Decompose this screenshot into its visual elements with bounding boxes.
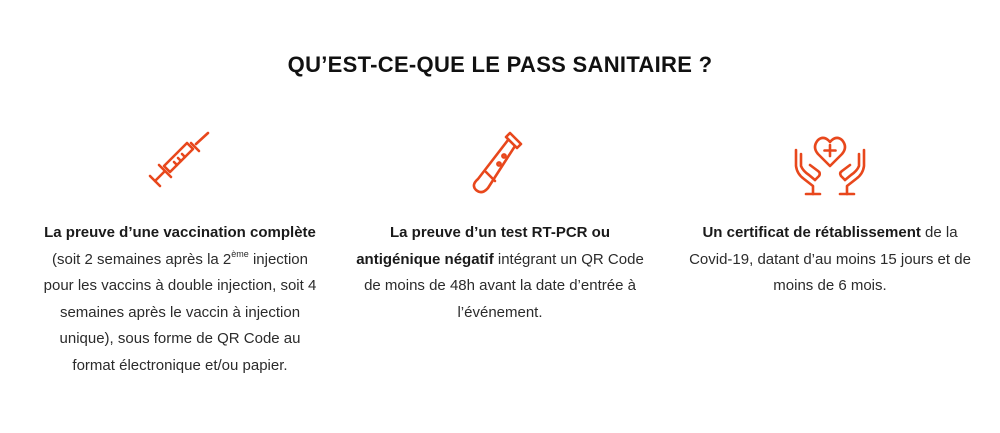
test-proof-text [355,220,645,326]
vaccination-proof-text [40,220,320,379]
test-proof-card [355,128,645,326]
recovery-certificate-card [680,128,980,300]
vaccination-proof-detail-1: (soit 2 semaines après la 2 [52,250,232,268]
recovery-certificate-bold: Un certificat de rétablissement [702,224,921,241]
heart-hands-icon [790,128,870,200]
page-title: QU’EST-CE-QUE LE PASS SANITAIRE ? [287,52,713,77]
vaccination-proof-bold: La preuve d’une vaccination complète [44,224,316,241]
vaccination-proof-card [40,128,320,379]
recovery-certificate-detail: de la Covid-19, datant d’au moins 15 jours et de moins de 6 mois. [689,224,971,294]
test-proof-detail: intégrant un QR Code de moins de 48h avant la date d’entrée à l’événement. [364,250,644,321]
vaccination-proof-sup: ème [231,248,249,259]
syringe-icon [140,128,220,200]
recovery-certificate-text [680,220,980,300]
test-tube-icon [460,128,540,200]
test-proof-bold: La preuve d’un test RT-PCR ou antigénique négatif [356,224,611,268]
vaccination-proof-detail-2: injection pour les vaccins à double injection, soit 4 semaines après le vaccin à injection unique), sous forme de QR Code au format électronique et/ou papier. [43,250,317,374]
